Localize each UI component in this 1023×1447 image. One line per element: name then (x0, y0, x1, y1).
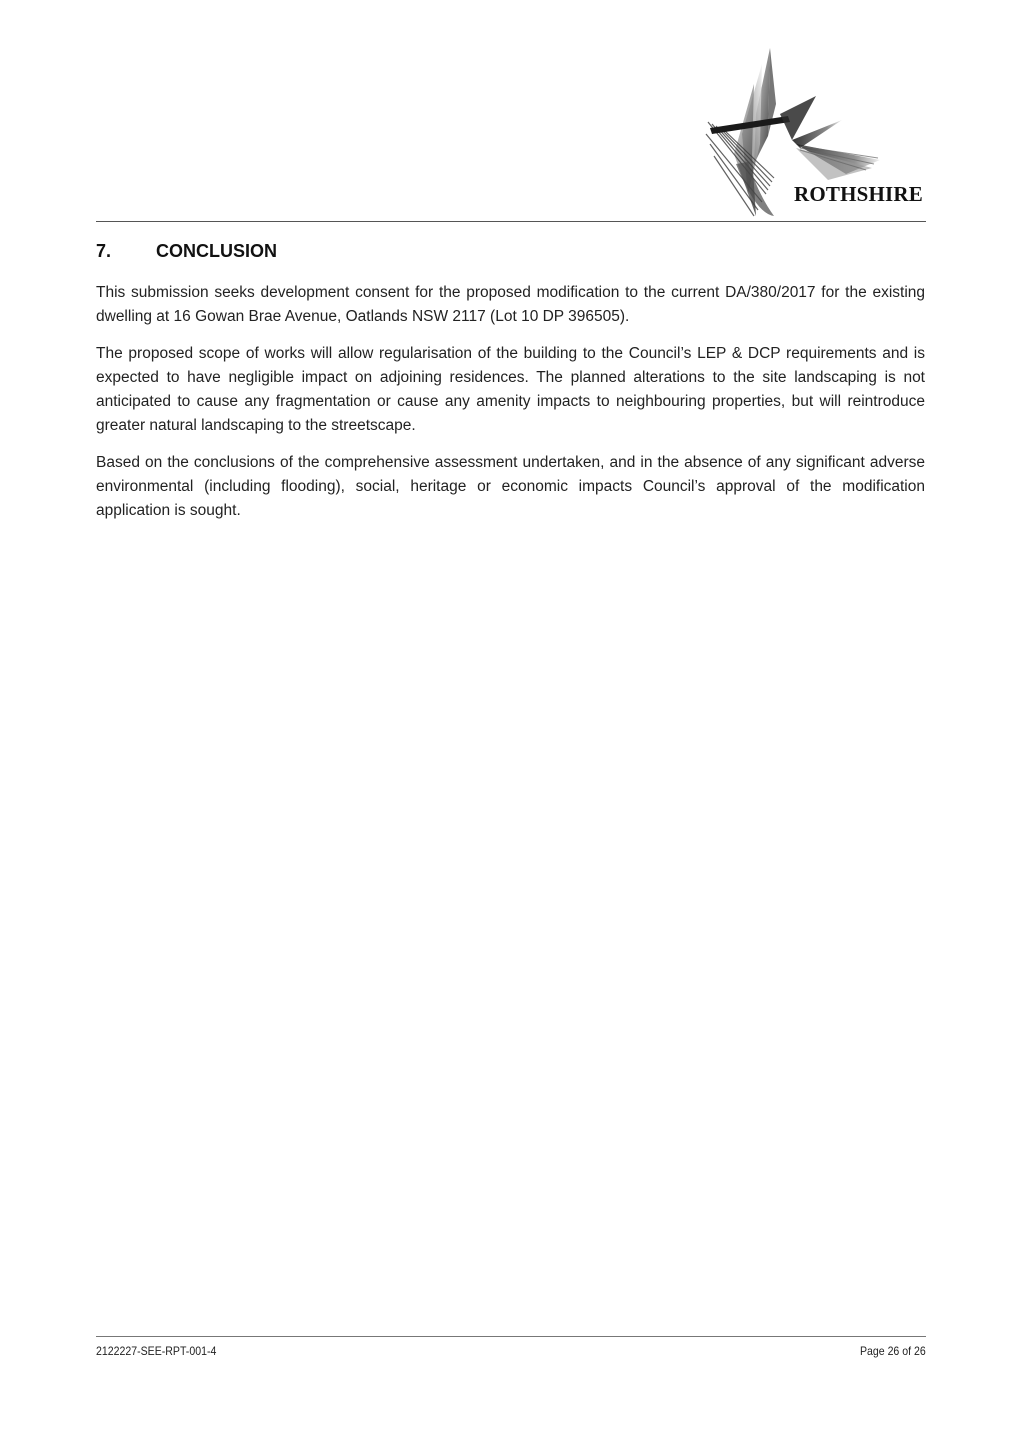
logo-wordmark: ROTHSHIRE (794, 182, 923, 206)
page-number: Page 26 of 26 (860, 1344, 926, 1358)
footer-divider (96, 1336, 926, 1337)
header-divider (96, 221, 926, 222)
section-number: 7. (96, 241, 112, 261)
paragraph-scope: The proposed scope of works will allow regularisation of the building to the Council’s LEP & DCP requirements and is expected to have negligible impact on adjoining residences. The planned alterations to the site landscaping is not anticipated to cause any fragmentation or cause any amenity impacts to neighbouring properties, but will reintroduce greater natural landscaping to the streetscape. (96, 345, 925, 434)
paragraph-approval: Based on the conclusions of the comprehensive assessment undertaken, and in the absence of any significant adverse environmental (including flooding), social, heritage or economic impacts Council’s approval of the modification application is sought. (96, 454, 925, 519)
section-heading (96, 241, 277, 262)
section-title: CONCLUSION (156, 241, 277, 261)
document-reference: 2122227-SEE-RPT-001-4 (96, 1344, 217, 1358)
rothshire-logo (696, 44, 932, 220)
paragraph-submission: This submission seeks development consent for the proposed modification to the current DA/380/2017 for the existing dwelling at 16 Gowan Brae Avenue, Oatlands NSW 2117 (Lot 10 DP 396505). (96, 284, 925, 325)
